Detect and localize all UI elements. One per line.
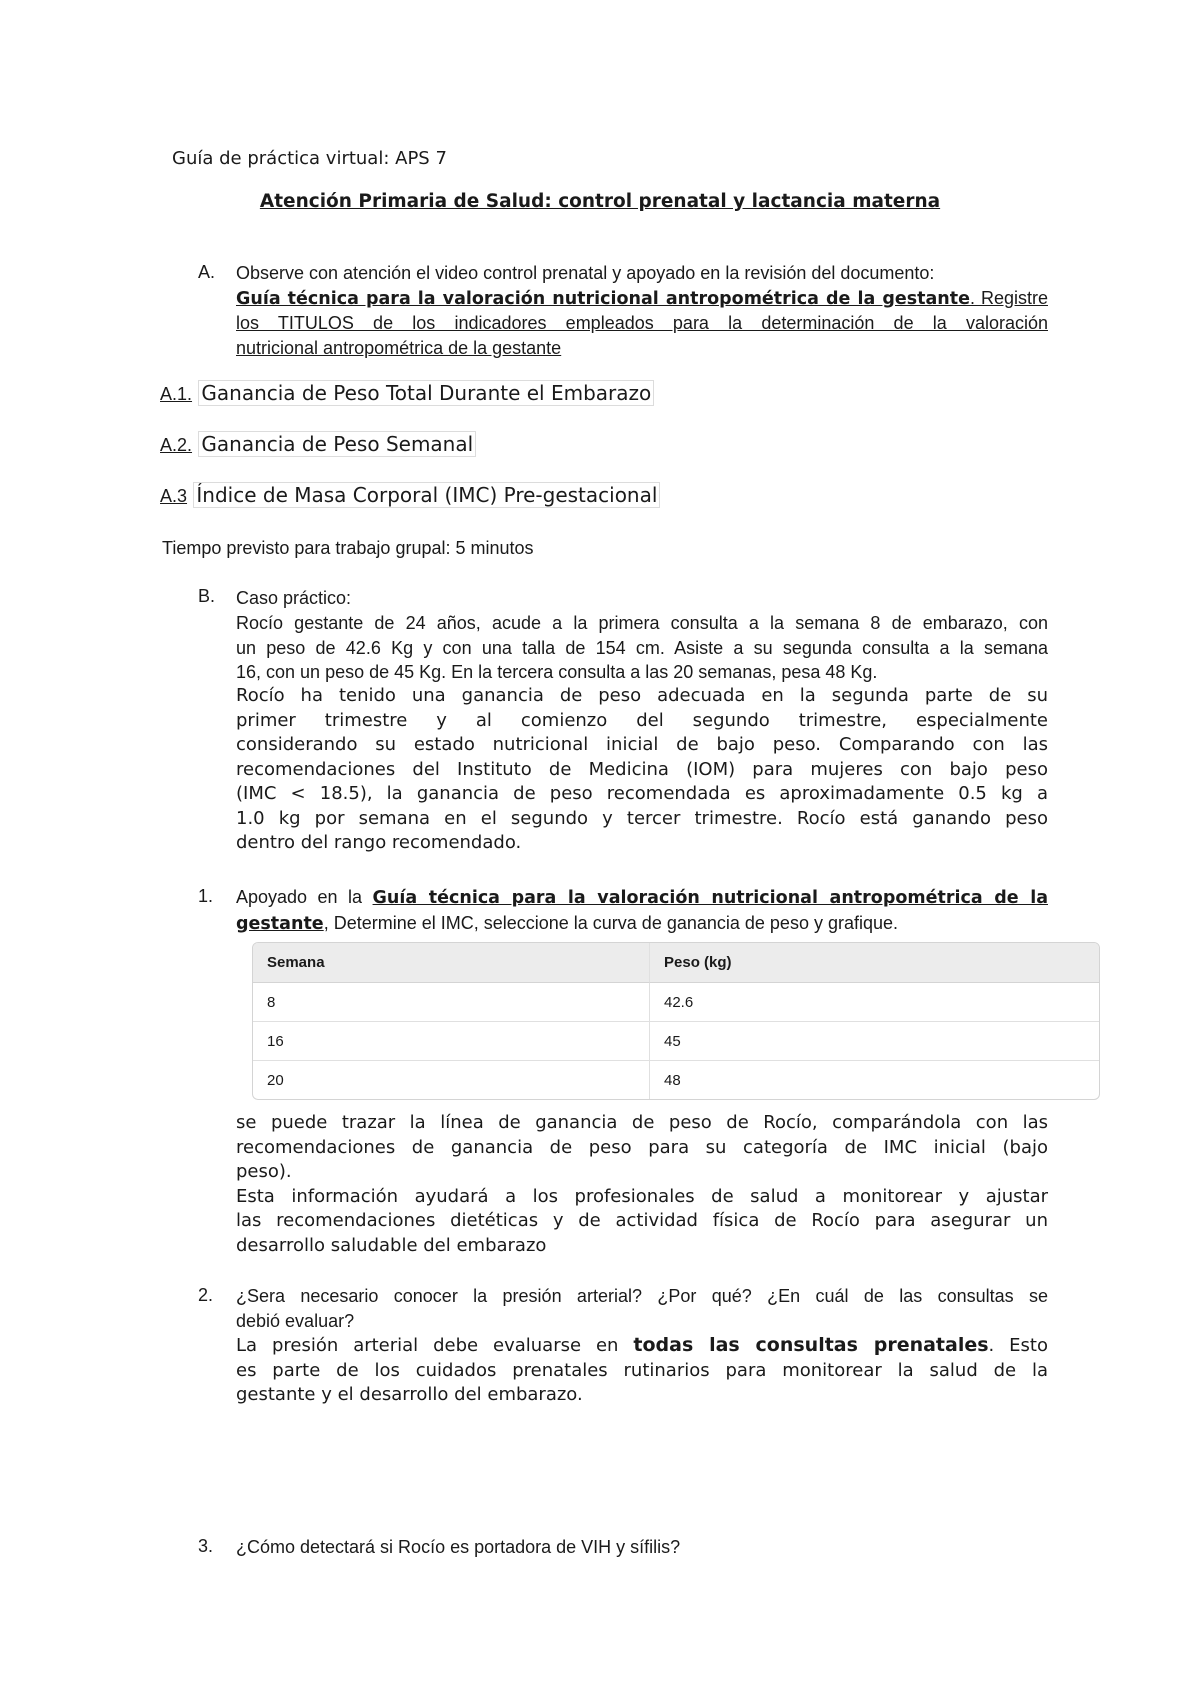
- q2-answer-suffix: . Esto: [988, 1335, 1049, 1356]
- analysis-line: Rocío ha tenido una ganancia de peso adecuada en la segunda parte de su: [236, 685, 1048, 706]
- guide-title: Guía técnica para la valoración nutricional antropométrica de la gestante: [236, 288, 971, 309]
- case-line: Rocío gestante de 24 años, acude a la primera consulta a la semana 8 de embarazo, con: [236, 613, 1048, 633]
- section-a-line2: [236, 286, 1048, 312]
- q3-question: ¿Cómo detectará si Rocío es portadora de VIH y sífilis?: [236, 1537, 681, 1557]
- q1-answer-line: se puede trazar la línea de ganancia de peso de Rocío, comparándola con las: [236, 1112, 1048, 1133]
- table-cell: 45: [650, 1022, 1099, 1061]
- q1-number: 1.: [198, 886, 214, 906]
- q2-answer: [236, 1333, 1048, 1408]
- case-line: un peso de 42.6 Kg y con una talla de 154 cm. Asiste a su segunda consulta a la semana: [236, 637, 1048, 658]
- table-row: [253, 983, 1099, 1022]
- q2-number: 2.: [198, 1285, 214, 1305]
- section-a-marker: A.: [198, 262, 216, 282]
- table-cell: 20: [253, 1061, 650, 1099]
- q1-guide-title-end: gestante: [236, 913, 324, 934]
- q2-answer-line1: [236, 1333, 1048, 1359]
- q2-question-line2: debió evaluar?: [236, 1310, 355, 1331]
- table-cell: 48: [664, 1071, 681, 1089]
- indicator-1: [160, 381, 654, 405]
- indicator-2-title: Ganancia de Peso Semanal: [198, 431, 476, 457]
- indicator-3: [160, 483, 660, 507]
- table-row: [253, 1022, 1099, 1061]
- q2-answer-prefix: La presión arterial debe evaluarse en: [236, 1335, 619, 1356]
- table-header-semana: Semana: [253, 943, 650, 983]
- table-header-row: [253, 943, 1099, 983]
- table-cell: 42.6: [650, 983, 1099, 1022]
- section-b-marker: B.: [198, 586, 216, 606]
- q1-line2: [236, 911, 1048, 937]
- indicator-1-label: A.1.: [160, 384, 193, 404]
- q2-answer-line2: es parte de los cuidados prenatales rutinarios para monitorear la salud de la: [236, 1359, 1048, 1381]
- time-note: Tiempo previsto para trabajo grupal: 5 minutos: [162, 538, 534, 558]
- analysis-line: recomendaciones del Instituto de Medicina (IOM) para mujeres con bajo peso: [236, 758, 1048, 780]
- q1-text: [236, 885, 1048, 936]
- q2-answer-line3: gestante y el desarrollo del embarazo.: [236, 1384, 583, 1405]
- indicator-3-title: Índice de Masa Corporal (IMC) Pre-gestacional: [193, 482, 660, 508]
- indicator-3-label: A.3: [160, 486, 188, 506]
- indicator-1-title: Ganancia de Peso Total Durante el Embarazo: [198, 380, 654, 406]
- section-a-line4: nutricional antropométrica de la gestante: [236, 337, 562, 358]
- q1-line1: [236, 885, 1048, 911]
- document-header: Guía de práctica virtual: APS 7: [172, 148, 447, 169]
- analysis-line: 1.0 kg por semana en el segundo y tercer trimestre. Rocío está ganando peso: [236, 807, 1048, 829]
- q1-answer-line: peso).: [236, 1161, 292, 1182]
- section-a-line1: Observe con atención el video control prenatal y apoyado en la revisión del documento:: [236, 263, 935, 283]
- q1-answer: [236, 1111, 1048, 1258]
- analysis-line: (IMC < 18.5), la ganancia de peso recomendada es aproximadamente 0.5 kg a: [236, 783, 1048, 804]
- q2-question-line1: ¿Sera necesario conocer la presión arterial? ¿Por qué? ¿En cuál de las consultas se: [236, 1286, 1048, 1306]
- analysis-line: primer trimestre y al comienzo del segundo trimestre, especialmente: [236, 709, 1048, 731]
- q1-answer-line: recomendaciones de ganancia de peso para su categoría de IMC inicial (bajo: [236, 1136, 1048, 1158]
- case-heading: Caso práctico:: [236, 588, 352, 608]
- table-cell: 16: [253, 1022, 650, 1061]
- q1-answer-line: Esta información ayudará a los profesionales de salud a monitorear y ajustar: [236, 1185, 1048, 1207]
- weight-table: [252, 942, 1100, 1100]
- document-title: Atención Primaria de Salud: control prenatal y lactancia materna: [259, 191, 941, 212]
- analysis-line: dentro del rango recomendado.: [236, 832, 522, 853]
- section-a-instructions: [236, 261, 1048, 360]
- guide-after: . Registre: [970, 287, 1048, 308]
- q2-question: [236, 1284, 1048, 1333]
- section-a-line3: los TITULOS de los indicadores empleados para la determinación de la valoración: [236, 313, 1048, 333]
- table-row: [253, 1061, 1099, 1099]
- q1-answer-line: desarrollo saludable del embarazo: [236, 1234, 547, 1256]
- indicator-2: [160, 432, 476, 456]
- q1-answer-line: las recomendaciones dietéticas y de actividad física de Rocío para asegurar un: [236, 1210, 1048, 1231]
- table-cell: 8: [253, 983, 650, 1022]
- q2-answer-bold: todas las consultas prenatales: [633, 1334, 989, 1356]
- table-header-peso: Peso (kg): [650, 943, 1099, 983]
- case-description: [236, 611, 1048, 685]
- indicator-2-label: A.2.: [160, 435, 193, 455]
- q1-guide-title: Guía técnica para la valoración nutricional antropométrica de la: [372, 888, 1048, 908]
- q1-suffix: , Determine el IMC, seleccione la curva de ganancia de peso y grafique.: [323, 912, 898, 933]
- analysis-line: considerando su estado nutricional inicial de bajo peso. Comparando con las: [236, 734, 1048, 755]
- case-analysis: [236, 684, 1048, 856]
- case-line: 16, con un peso de 45 Kg. En la tercera consulta a las 20 semanas, pesa 48 Kg.: [236, 662, 878, 682]
- q3-number: 3.: [198, 1536, 214, 1556]
- q1-prefix: Apoyado en la: [236, 887, 363, 907]
